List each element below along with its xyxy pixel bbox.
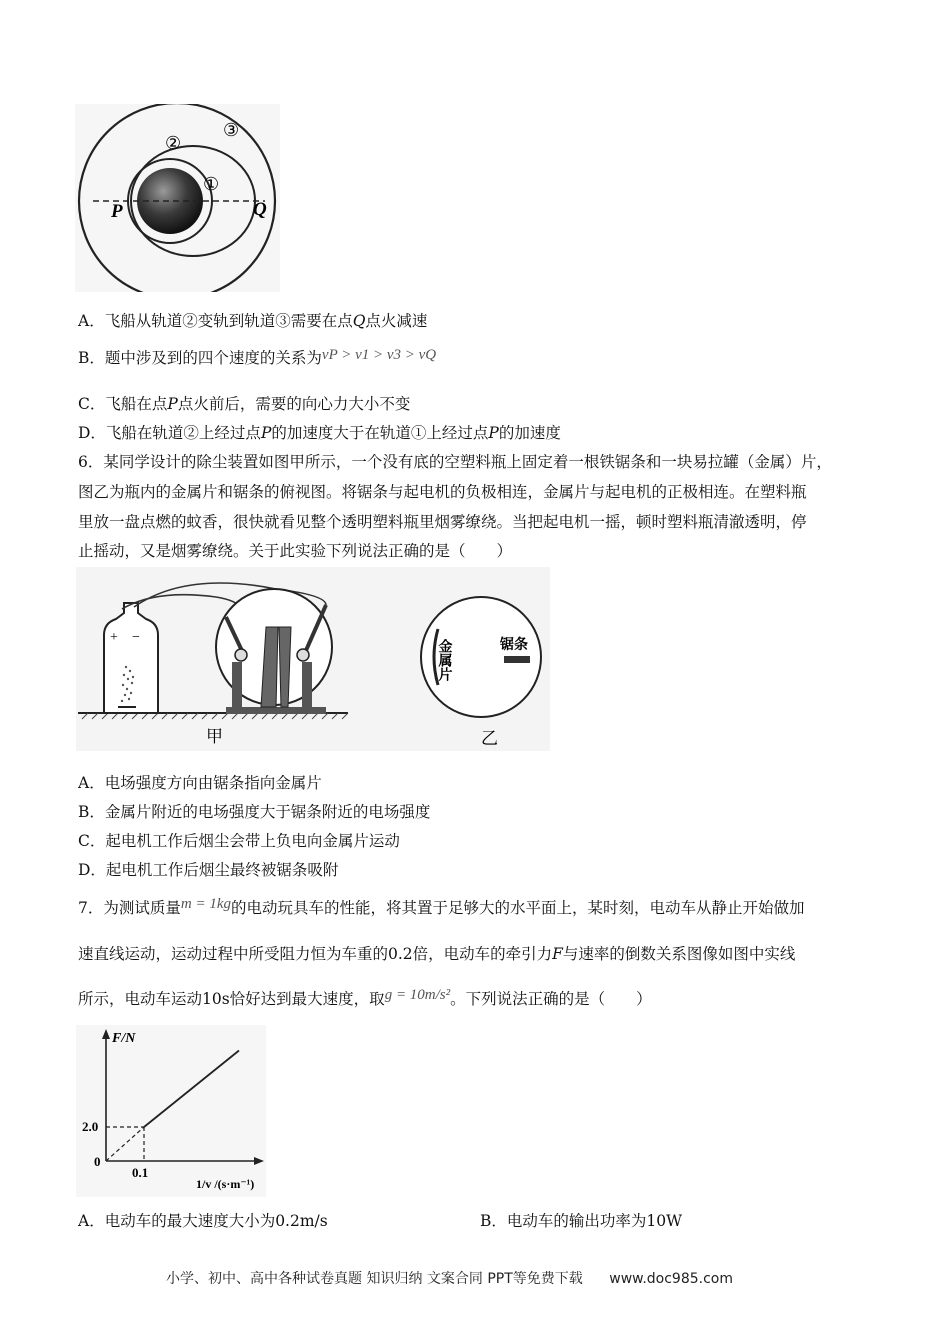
orbit-label-2: ② [165, 133, 182, 153]
orbit-label-1: ① [203, 174, 220, 194]
mass-formula: m = 1kg [180, 896, 231, 912]
q7-option-b: B．电动车的输出功率为10W [480, 1212, 683, 1230]
machine-stand-right [302, 662, 312, 707]
q6-stem-line-2: 图乙为瓶内的金属片和锯条的俯视图。将锯条与起电机的负极相连，金属片与起电机的正极相连。在塑料瓶 [78, 483, 807, 501]
y-axis-label: F/N [112, 1031, 136, 1046]
orbit-figure [75, 104, 280, 292]
orbit-label-3: ③ [223, 120, 240, 140]
saw-blade [504, 656, 530, 663]
gravity-formula: g = 10m/s² [384, 987, 451, 1003]
q6-stem-line-1: 6．某同学设计的除尘装置如图甲所示，一个没有底的空塑料瓶上固定着一根铁锯条和一块易拉罐（金属）片， [78, 453, 832, 471]
origin-label: 0 [94, 1154, 101, 1169]
q6-option-a: A．电场强度方向由锯条指向金属片 [78, 774, 322, 792]
footer [166, 1271, 733, 1288]
q5-option-c: C．飞船在点P点火前后，需要的向心力大小不变 [78, 395, 411, 413]
q6-option-c: C．起电机工作后烟尘会带上负电向金属片运动 [78, 832, 400, 850]
dust-removal-figure [76, 567, 550, 751]
velocity-relation-formula: vP > v1 > v3 > vQ [321, 347, 437, 363]
q5-option-b: B．题中涉及到的四个速度的关系为vP > v1 > v3 > vQ [78, 347, 437, 367]
point-q-label: Q [253, 199, 267, 220]
q7-stem-line-3: 所示，电动车运动10s恰好达到最大速度，取g = 10m/s²。下列说法正确的是（ ） [78, 987, 652, 1008]
footer-url[interactable]: www.doc985.com [609, 1271, 733, 1287]
q6-stem-line-3: 里放一盘点燃的蚊香，很快就看见整个透明塑料瓶里烟雾缭绕。当把起电机一摇，顿时塑料瓶清澈透明，停 [78, 513, 807, 531]
x-axis-label: 1/v /(s·m⁻¹) [196, 1177, 255, 1191]
q6-option-b: B．金属片附近的电场强度大于锯条附近的电场强度 [78, 803, 431, 821]
machine-stand-left [232, 662, 242, 707]
q7-stem-line-1: 7．为测试质量m = 1kg的电动玩具车的性能，将其置于足够大的水平面上，某时刻，电动车从静止开始做加 [78, 896, 805, 917]
q7-stem-line-2: 速直线运动，运动过程中所受阻力恒为车重的0.2倍，电动车的牵引力F与速率的倒数关系图像如图中实线 [78, 945, 796, 963]
bottle-minus-label: − [132, 630, 140, 645]
footer-text: 小学、初中、高中各种试卷真题 知识归纳 文案合同 PPT等免费下载 [166, 1271, 583, 1287]
q5-option-a: A．飞船从轨道②变轨到轨道③需要在点Q点火减速 [78, 312, 428, 330]
q7-option-a: A．电动车的最大速度大小为0.2m/s [78, 1212, 328, 1230]
saw-blade-label: 锯条 [500, 638, 528, 653]
force-graph [76, 1025, 266, 1197]
machine-knob-right [297, 649, 309, 661]
q6-stem-line-4: 止摇动，又是烟雾缭绕。关于此实验下列说法正确的是（ ） [78, 542, 513, 560]
machine-knob-left [235, 649, 247, 661]
figure-jia-label: 甲 [206, 727, 223, 746]
x-tick-label: 0.1 [132, 1165, 149, 1180]
q6-option-d: D．起电机工作后烟尘最终被锯条吸附 [78, 861, 339, 879]
y-tick-label: 2.0 [82, 1119, 99, 1134]
machine-base [226, 707, 326, 714]
figure-yi-label: 乙 [481, 729, 498, 748]
bottle-plus-label: + [110, 630, 118, 645]
metal-sheet-label: 金属片 [436, 639, 452, 681]
q5-option-d: D．飞船在轨道②上经过点P的加速度大于在轨道①上经过点P的加速度 [78, 424, 561, 442]
point-p-label: P [111, 201, 123, 222]
